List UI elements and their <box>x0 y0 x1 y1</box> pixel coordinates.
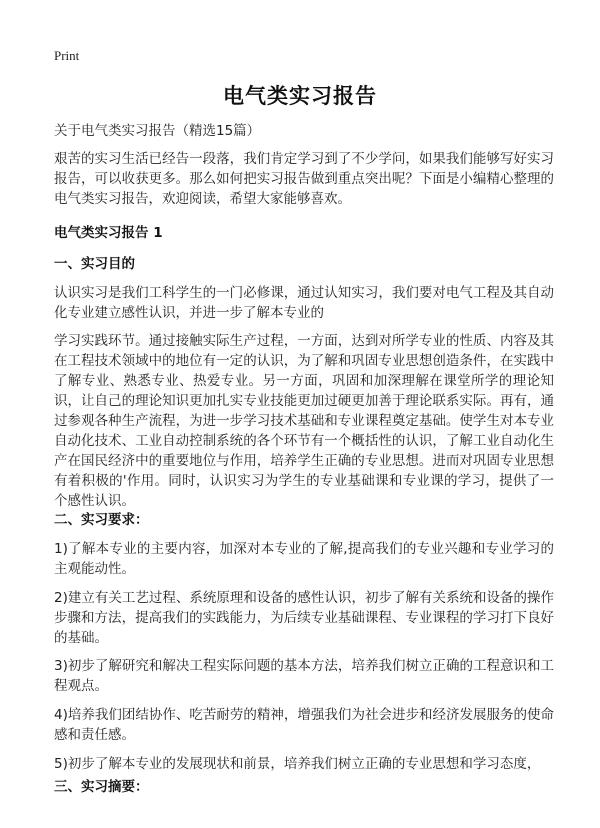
heading-requirements: 二、实习要求： <box>54 512 149 528</box>
heading-purpose: 一、实习目的 <box>54 256 135 272</box>
purpose-paragraph-1: 认识实习是我们工科学生的一门必修课，通过认知实习，我们要对电气工程及其自动化专业建立感性认识，并进一步了解本专业的 <box>54 285 554 321</box>
intro-paragraph: 艰苦的实习生活已经告一段落，我们肯定学习到了不少学问，如果我们能够写好实习报告，可以收获更多。那么如何把实习报告做到重点突出呢？下面是小编精心整理的电气类实习报告，欢迎阅读，希望大家能够喜欢。 <box>54 151 554 207</box>
requirement-item-5: 5)初步了解本专业的发展现状和前景，培养我们树立正确的专业思想和学习态度， <box>54 756 541 772</box>
purpose-paragraph-2: 学习实践环节。通过接触实际生产过程，一方面，达到对所学专业的性质、内容及其在工程技术领域中的地位有一定的认识，为了解和巩固专业思想创造条件，在实践中了解专业、熟悉专业、热爱专业。另一方面，巩固和加深理解在课堂所学的理论知识，让自己的理论知识更加扎实专业技能更加过硬更加善于理论联系实际。再有，通过参观各种生产流程，为进一步学习技术基础和专业课程奠定基础。使学生对本专业自动化技术、工业自动控制系统的各个环节有一个概括性的认识，了解工业自动化生产在国民经济中的重要地位与作用，培养学生正确的专业思想。进而对巩固专业思想有着积极的'作用。同时，认识实习为学生的专业基础课和专业课的学习，提供了一个感性认识。 <box>54 333 554 509</box>
requirement-item-1: 1)了解本专业的主要内容，加深对本专业的了解,提高我们的专业兴趣和专业学习的主观能动性。 <box>54 541 554 577</box>
requirement-item-4: 4)培养我们团结协作、吃苦耐劳的精神，增强我们为社会进步和经济发展服务的使命感和责任感。 <box>54 707 554 743</box>
heading-summary: 三、实习摘要： <box>54 779 149 795</box>
print-link[interactable]: Print <box>54 48 80 63</box>
document-title: 电气类实习报告 <box>223 84 377 108</box>
report-section-title: 电气类实习报告 1 <box>54 225 163 241</box>
requirement-item-3: 3)初步了解研究和解决工程实际问题的基本方法，培养我们树立正确的工程意识和工程观点。 <box>54 658 554 694</box>
document-subtitle: 关于电气类实习报告（精选15篇） <box>54 123 261 139</box>
requirement-item-2: 2)建立有关工艺过程、系统原理和设备的感性认识，初步了解有关系统和设备的操作步骤和方法，提高我们的实践能力，为后续专业基础课程、专业课程的学习打下良好的基础。 <box>54 590 554 646</box>
